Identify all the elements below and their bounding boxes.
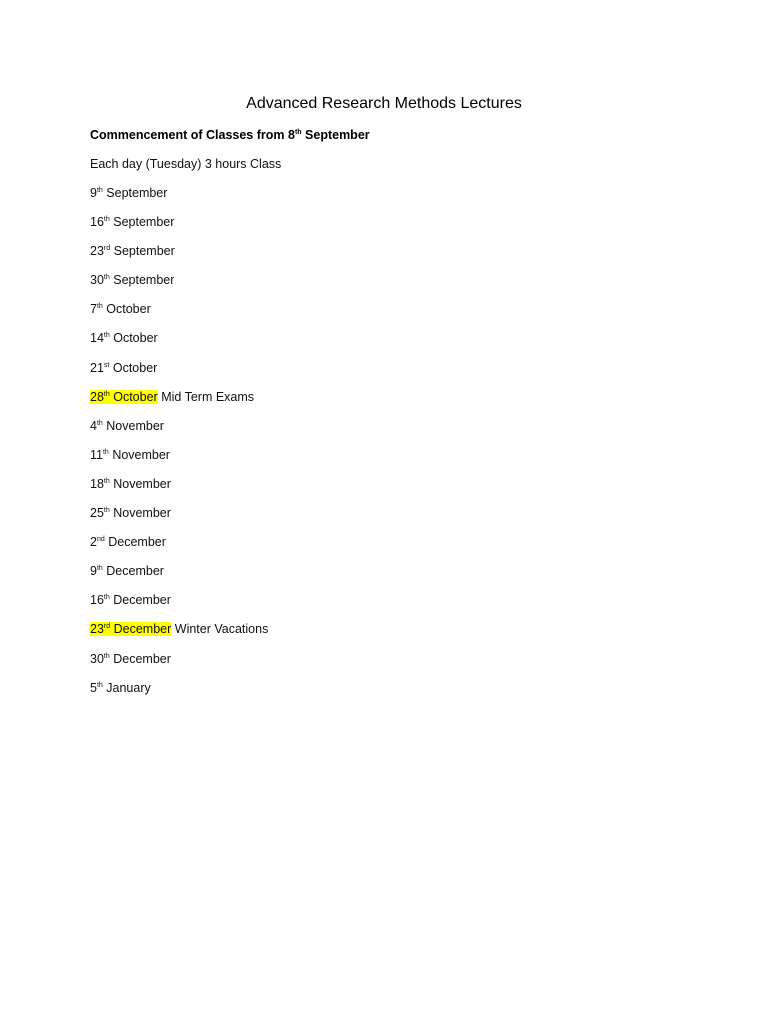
- schedule-month: December: [108, 535, 166, 550]
- schedule-day: 9: [90, 564, 97, 579]
- schedule-item: [90, 505, 268, 534]
- commencement-text: Commencement of Classes from: [90, 128, 288, 142]
- schedule-date: [90, 331, 158, 345]
- schedule-day-suffix: th: [96, 565, 103, 573]
- schedule-date: [90, 448, 170, 462]
- schedule-item: [90, 272, 268, 301]
- schedule-date: [90, 215, 174, 229]
- schedule-month: January: [106, 680, 151, 695]
- schedule-day: 11: [90, 447, 103, 462]
- schedule-day-suffix: th: [103, 652, 110, 660]
- schedule-month: October: [113, 389, 158, 404]
- schedule-item: [90, 563, 268, 592]
- highlighted-date: [90, 390, 158, 404]
- schedule-list: [90, 185, 268, 709]
- schedule-day-suffix: rd: [103, 623, 111, 631]
- schedule-day-suffix: nd: [96, 536, 105, 544]
- schedule-item: [90, 476, 268, 505]
- schedule-day-suffix: th: [96, 187, 103, 194]
- schedule-day-suffix: rd: [103, 245, 111, 253]
- schedule-month: September: [113, 215, 175, 230]
- schedule-day: 28: [90, 389, 104, 404]
- schedule-item: [90, 680, 268, 709]
- schedule-day-suffix: st: [103, 361, 110, 369]
- commencement-month: September: [305, 128, 370, 142]
- schedule-item: [90, 534, 268, 563]
- schedule-item: [90, 185, 268, 214]
- schedule-date: [90, 681, 151, 695]
- schedule-date: [90, 535, 166, 549]
- schedule-day-suffix: th: [103, 390, 110, 398]
- schedule-day-suffix: th: [102, 448, 109, 456]
- schedule-date: [90, 564, 164, 578]
- schedule-day: 14: [90, 331, 104, 346]
- schedule-month: November: [112, 447, 170, 462]
- schedule-day: 30: [90, 273, 104, 288]
- schedule-day-suffix: th: [103, 507, 110, 515]
- schedule-date: [90, 244, 175, 258]
- schedule-date: [90, 186, 167, 200]
- schedule-month: November: [113, 506, 171, 521]
- schedule-day: 25: [90, 506, 104, 521]
- schedule-day: 5: [90, 680, 97, 695]
- schedule-item: [90, 214, 268, 243]
- schedule-month: October: [106, 302, 151, 317]
- schedule-month: December: [113, 651, 171, 666]
- commencement-line: [90, 127, 370, 143]
- schedule-date: [90, 652, 171, 666]
- schedule-item: [90, 301, 268, 330]
- schedule-day: 16: [90, 215, 104, 230]
- schedule-date: [90, 302, 151, 316]
- schedule-day: 21: [90, 360, 104, 375]
- schedule-day-suffix: th: [96, 681, 103, 689]
- schedule-month: October: [113, 331, 158, 346]
- schedule-month: November: [113, 476, 171, 491]
- schedule-day: 16: [90, 593, 104, 608]
- schedule-day: 23: [90, 244, 104, 259]
- intro-line: Each day (Tuesday) 3 hours Class: [90, 157, 282, 171]
- schedule-month: October: [112, 360, 158, 375]
- schedule-date: [90, 506, 171, 520]
- schedule-day: 18: [90, 476, 104, 491]
- schedule-month: November: [106, 418, 164, 433]
- schedule-day-suffix: th: [96, 303, 103, 311]
- schedule-item: [90, 651, 268, 680]
- schedule-date: [90, 273, 174, 287]
- schedule-date: [90, 477, 171, 491]
- schedule-month: December: [106, 564, 164, 579]
- commencement-suffix: th: [294, 129, 302, 136]
- schedule-date: [90, 593, 171, 607]
- schedule-note: Mid Term Exams: [161, 389, 255, 404]
- schedule-item: [90, 389, 268, 418]
- schedule-month: September: [113, 244, 175, 259]
- schedule-month: December: [113, 622, 172, 637]
- schedule-item: [90, 418, 268, 447]
- schedule-item: [90, 447, 268, 476]
- schedule-month: December: [113, 593, 171, 608]
- schedule-item: [90, 592, 268, 621]
- schedule-date: [90, 361, 157, 375]
- schedule-item: [90, 243, 268, 272]
- schedule-day-suffix: th: [103, 332, 110, 340]
- schedule-note: Winter Vacations: [174, 622, 269, 637]
- schedule-day: 9: [90, 186, 97, 200]
- commencement-day: 8: [287, 128, 295, 142]
- schedule-month: September: [106, 186, 168, 200]
- schedule-day: 2: [90, 535, 97, 550]
- schedule-day: 4: [90, 418, 97, 433]
- schedule-item: [90, 621, 268, 650]
- schedule-day-suffix: th: [103, 274, 110, 282]
- schedule-date: [90, 419, 164, 433]
- schedule-day: 23: [90, 622, 104, 637]
- schedule-day-suffix: th: [96, 419, 103, 427]
- schedule-day-suffix: th: [103, 216, 110, 224]
- schedule-month: September: [113, 273, 175, 288]
- schedule-day-suffix: th: [103, 477, 110, 485]
- schedule-day: 30: [90, 651, 104, 666]
- document-title: Advanced Research Methods Lectures: [246, 95, 522, 112]
- schedule-day: 7: [90, 302, 97, 317]
- schedule-day-suffix: th: [103, 594, 110, 602]
- schedule-item: [90, 360, 268, 389]
- highlighted-date: [90, 622, 171, 636]
- schedule-item: [90, 330, 268, 359]
